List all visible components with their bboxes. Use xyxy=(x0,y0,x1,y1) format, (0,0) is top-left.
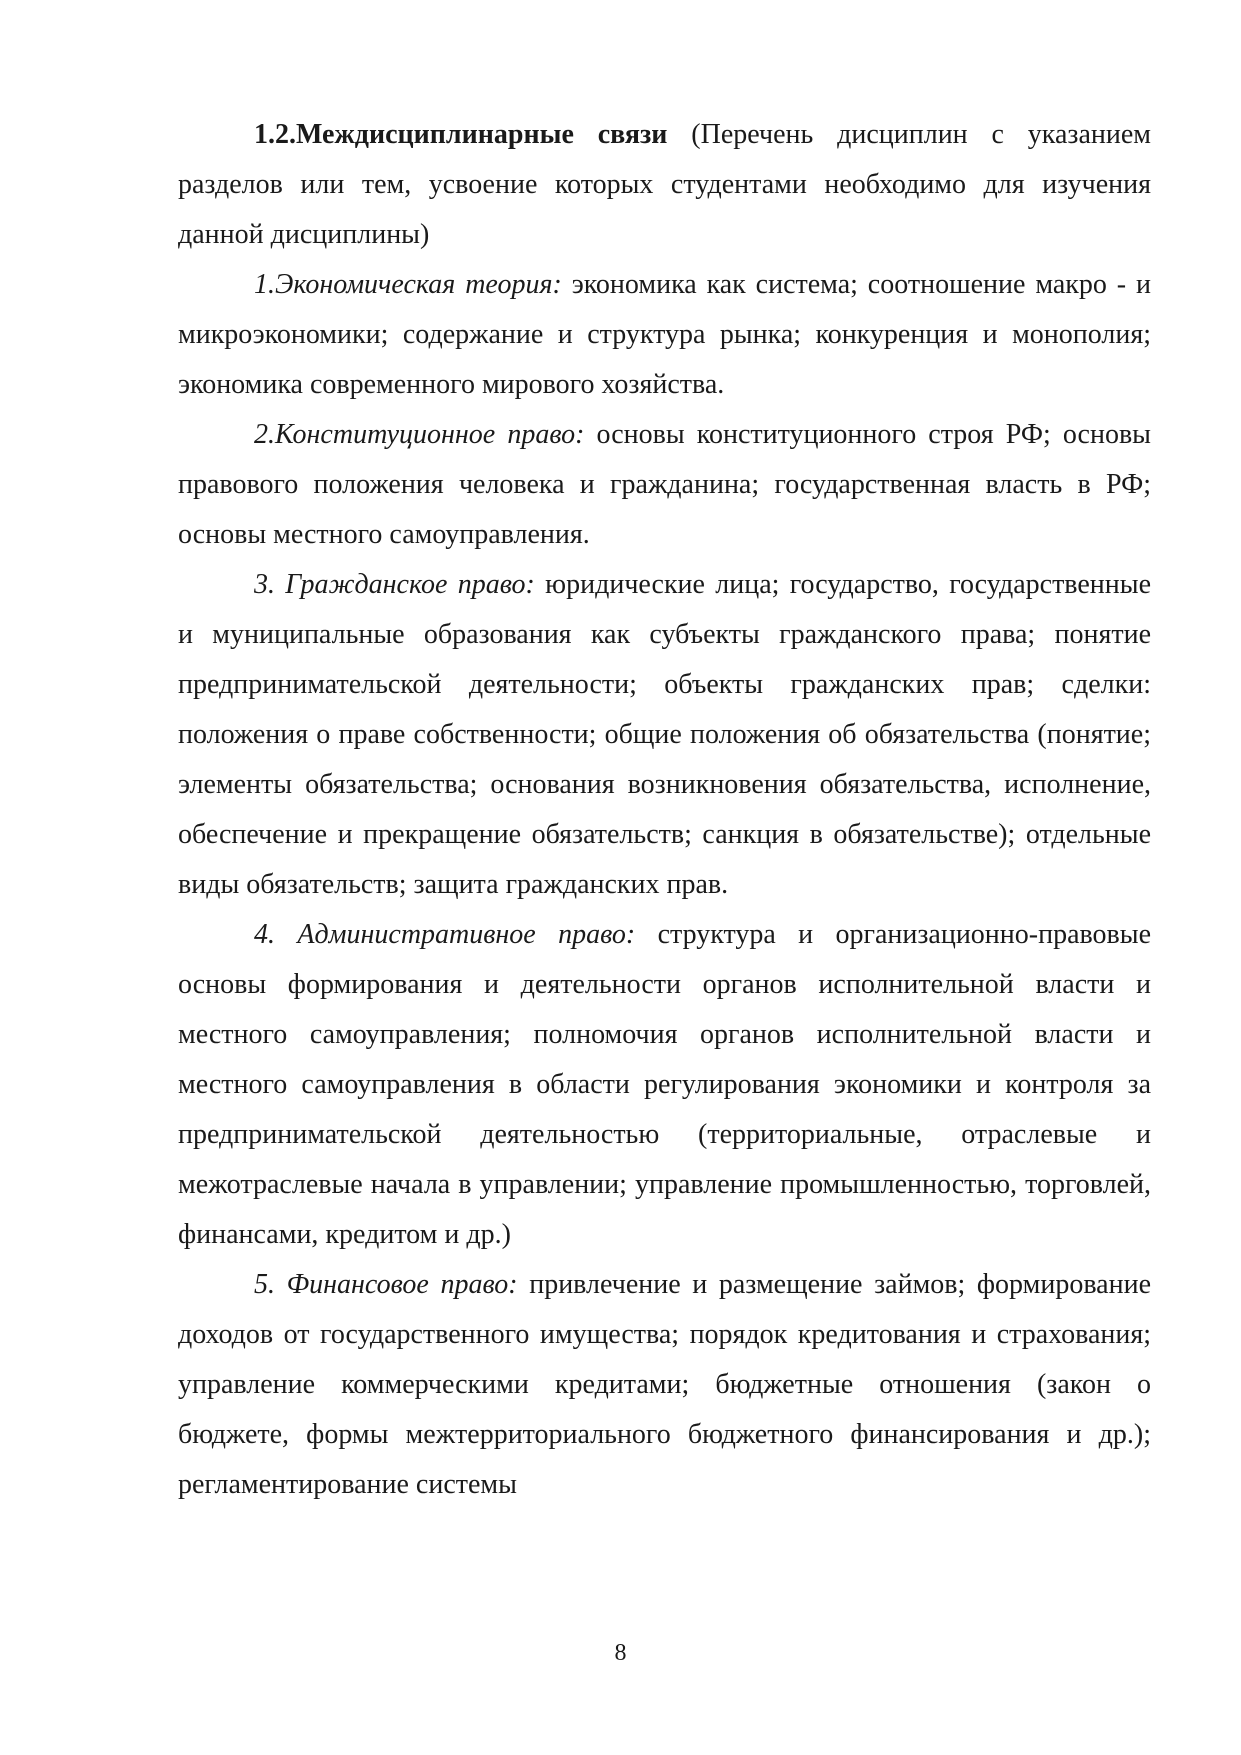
discipline-text: юридические лица; государство, государственные и муниципальные образования как субъекты гражданского права; понятие предпринимательской деятельности; объекты гражданских прав; сделки: положения о праве собственности; общие положения об обязательства (понятие; элементы обязательства; основания возникновения обязательства, исполнение, обеспечение и прекращение обязательств; санкция в обязательстве); отдельные виды обязательств; защита гражданских прав. xyxy=(178,569,1152,900)
section-heading-paragraph xyxy=(178,110,1151,260)
discipline-item xyxy=(178,1260,1151,1510)
discipline-item xyxy=(178,560,1151,910)
page-number: 8 xyxy=(614,1640,627,1666)
discipline-label: 3. Гражданское право: xyxy=(254,569,535,600)
discipline-text: основы конституционного строя РФ; основы правового положения человека и гражданина; государственная власть в РФ; основы местного самоуправления. xyxy=(178,419,1151,550)
discipline-label: 5. Финансовое право: xyxy=(254,1269,518,1300)
section-title: 1.2.Междисциплинарные связи xyxy=(254,119,668,150)
document-page xyxy=(178,110,1151,1510)
discipline-text: привлечение и размещение займов; формирование доходов от государственного имущества; порядок кредитования и страхования; управление коммерческими кредитами; бюджетные отношения (закон о бюджете, формы межтерриториального бюджетного финансирования и др.); регламентирование системы xyxy=(178,1269,1152,1500)
discipline-label: 4. Административное право: xyxy=(254,919,636,950)
section-intro: (Перечень дисциплин с указанием разделов или тем, усвоение которых студентами необходимо для изучения данной дисциплины) xyxy=(178,119,1151,250)
discipline-item xyxy=(178,910,1151,1260)
discipline-label: 2.Конституционное право: xyxy=(254,419,585,450)
discipline-text: структура и организационно-правовые основы формирования и деятельности органов исполнительной власти и местного самоуправления; полномочия органов исполнительной власти и местного самоуправления в области регулирования экономики и контроля за предпринимательской деятельностью (территориальные, отраслевые и межотраслевые начала в управлении; управление промышленностью, торговлей, финансами, кредитом и др.) xyxy=(178,919,1151,1250)
discipline-item xyxy=(178,260,1151,410)
discipline-item xyxy=(178,410,1151,560)
discipline-label: 1.Экономическая теория: xyxy=(254,269,562,300)
discipline-text: экономика как система; соотношение макро - и микроэкономики; содержание и структура рынка; конкуренция и монополия; экономика современного мирового хозяйства. xyxy=(178,269,1151,400)
